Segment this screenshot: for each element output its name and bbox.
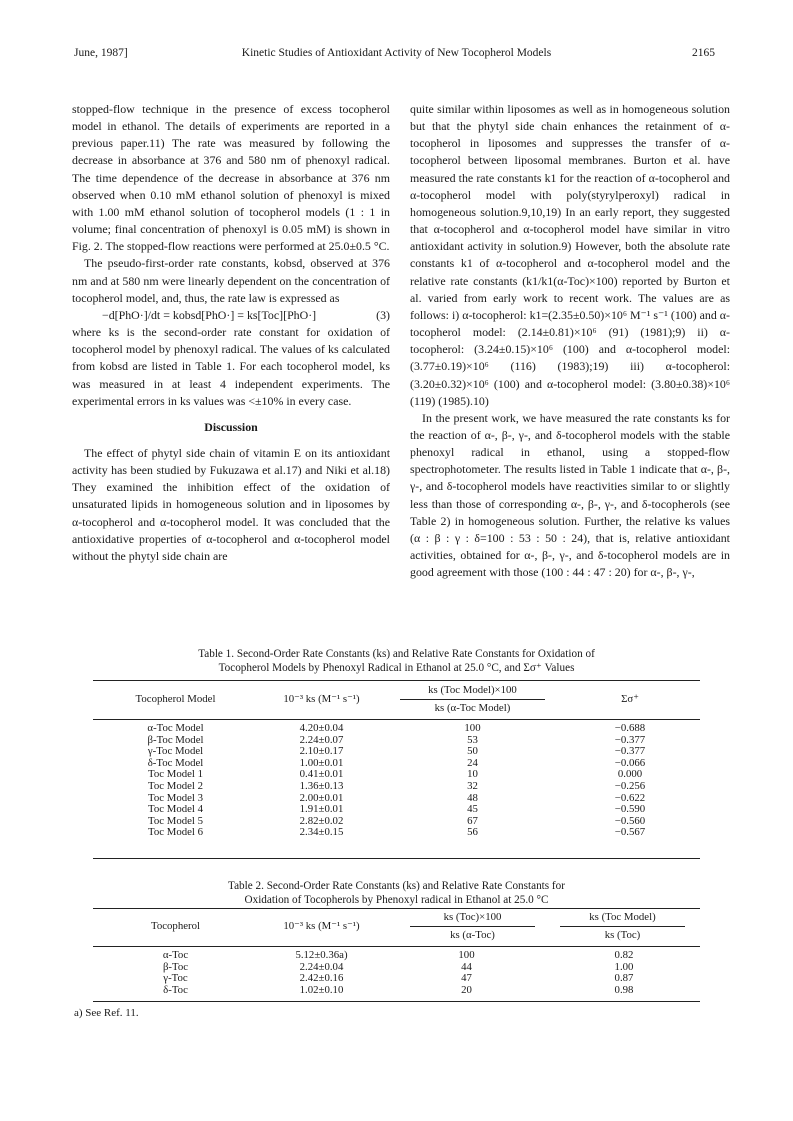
table2-row xyxy=(93,950,700,962)
table1-cell: −0.066 xyxy=(614,756,646,769)
table1-row xyxy=(93,781,700,793)
table2-header-rule xyxy=(93,946,700,947)
table2-top-rule xyxy=(93,908,700,909)
table2-cell: 20 xyxy=(461,983,472,996)
table2-fraction-bar-1 xyxy=(410,926,535,927)
table2-caption-line2: Oxidation of Tocopherols by Phenoxyl radical in Ethanol at 25.0 °C xyxy=(244,894,549,906)
table2-cell: 2.24±0.04 xyxy=(299,960,344,973)
table1-header-rel-bottom: ks (α-Toc Model) xyxy=(434,702,511,714)
table1-cell: Toc Model 4 xyxy=(147,803,204,816)
table1-cell: −0.560 xyxy=(614,814,646,827)
table1-cell: Toc Model 6 xyxy=(147,826,204,839)
table1-cell: 10 xyxy=(467,768,478,781)
table1-body xyxy=(93,723,700,839)
table1-cell: γ-Toc Model xyxy=(147,745,204,758)
table2-cell: 0.87 xyxy=(614,972,634,985)
table1-cell: Toc Model 5 xyxy=(147,814,204,827)
table2-caption-line1: Table 2. Second-Order Rate Constants (ks) and Relative Rate Constants for xyxy=(228,880,565,892)
table1-cell: 100 xyxy=(464,722,481,734)
table1-cell: 2.82±0.02 xyxy=(299,814,344,827)
table2-cell: 5.12±0.36a) xyxy=(295,949,348,961)
table1-cell: −0.622 xyxy=(614,791,646,804)
table2-caption xyxy=(0,879,793,907)
table2-fraction-bar-2 xyxy=(560,926,685,927)
table1-cell: 56 xyxy=(467,826,478,839)
table1-top-rule xyxy=(93,680,700,681)
table1-cell: 53 xyxy=(467,733,478,746)
table1-cell: −0.377 xyxy=(614,745,646,758)
table2-cell: 0.82 xyxy=(614,949,634,961)
table2-row xyxy=(93,985,700,997)
table2-header-ratio-top: ks (Toc Model) xyxy=(589,911,656,923)
table2-cell: 1.00 xyxy=(614,960,634,973)
table1-cell: −0.590 xyxy=(614,803,646,816)
table2-cell: 1.02±0.10 xyxy=(299,983,344,996)
header-date: June, 1987] xyxy=(74,47,128,59)
table1-fraction-bar xyxy=(400,699,545,700)
table1-cell: Toc Model 3 xyxy=(147,791,204,804)
table2-cell: γ-Toc xyxy=(163,972,188,985)
table1-cell: 24 xyxy=(467,756,478,769)
table1 xyxy=(93,723,700,839)
table2-footnote: a) See Ref. 11. xyxy=(74,1007,139,1019)
left-paragraph-4: The effect of phytyl side chain of vitamin E on its antioxidant activity has been studied by Fukuzawa et al.17) and Niki et al.18) They examined the inhibition effect of the oxidation of unsaturated lipids in homogeneous solution and in liposomes by α-tocopherol and α-tocopherol model. It was concluded that the antioxidative properties of α-tocopherol and α-tocopherol model without the phytyl side chain are xyxy=(72,445,390,563)
table1-row xyxy=(93,804,700,816)
table1-cell: 1.00±0.01 xyxy=(299,756,344,769)
table2-cell: 100 xyxy=(458,949,475,961)
table1-cell: −0.256 xyxy=(614,779,646,792)
table1-caption xyxy=(0,647,793,675)
table1-cell: 67 xyxy=(467,814,478,827)
page-number: 2165 xyxy=(692,47,715,59)
rate-equation xyxy=(72,307,390,324)
table1-cell: 32 xyxy=(467,779,478,792)
table2-header-tocopherol: Tocopherol xyxy=(150,920,200,932)
table1-cell: 2.24±0.07 xyxy=(299,733,344,746)
table1-cell: 2.34±0.15 xyxy=(299,826,344,839)
table1-cell: −0.688 xyxy=(614,722,646,734)
table1-cell: δ-Toc Model xyxy=(147,756,204,769)
table1-bottom-rule xyxy=(93,858,700,859)
table2-cell: 0.98 xyxy=(614,983,634,996)
table1-caption-line1: Table 1. Second-Order Rate Constants (ks) and Relative Rate Constants for Oxidation of xyxy=(198,648,595,660)
table1-cell: Toc Model 1 xyxy=(147,768,204,781)
right-paragraph-2: In the present work, we have measured the rate constants ks for the reaction of α-, β-, γ-, and δ-tocopherol models with the stable phenoxyl radical in ethanol, using a stopped-flow spectrophotometer. The results listed in Table 1 indicate that α-, β-, γ-, and δ-tocopherol models have reactivities similar to or slightly less than those of corresponding α-, β-, γ-, and δ-tocopherols (see Table 2) in homogeneous solution. Further, the relative ks values (α : β : γ : δ=100 : 53 : 50 : 24), that is, relative antioxidant activities, obtained for α-, β-, γ-, and δ-tocopherol models are in good agreement with those (100 : 44 : 47 : 20) for α-, β-, γ-, xyxy=(410,410,730,580)
left-paragraph-3: where ks is the second-order rate constant for oxidation of tocopherol model by phenoxyl radical. The values of ks calculated from kobsd are listed in Table 1. For each tocopherol model, ks was measured in at least 4 independent experiments. The experimental errors in ks values was <±10% in every case. xyxy=(72,325,390,408)
table2-cell: δ-Toc xyxy=(163,983,188,996)
table2-header-rel-bottom: ks (α-Toc) xyxy=(450,929,495,941)
table1-cell: 1.91±0.01 xyxy=(299,803,344,816)
table2-cell: 2.42±0.16 xyxy=(299,972,344,985)
table1-row xyxy=(93,723,700,735)
table1-cell: β-Toc Model xyxy=(147,733,204,746)
discussion-heading: Discussion xyxy=(204,419,258,434)
table2-bottom-rule xyxy=(93,1001,700,1002)
table1-cell: 48 xyxy=(467,791,478,804)
table2-cell: 44 xyxy=(461,960,472,973)
table1-cell: −0.377 xyxy=(614,733,646,746)
table1-header-rule xyxy=(93,719,700,720)
equation-text: −d[PhO·]/dt = kobsd[PhO·] = ks[Toc][PhO·] xyxy=(102,307,317,322)
table1-cell: 2.10±0.17 xyxy=(299,745,344,758)
table1-cell: 50 xyxy=(467,745,478,758)
table1-cell: Toc Model 2 xyxy=(147,779,204,792)
table1-cell: 4.20±0.04 xyxy=(299,722,344,734)
table2-header-ratio-bottom: ks (Toc) xyxy=(604,929,641,941)
table1-cell: 1.36±0.13 xyxy=(299,779,344,792)
table1-cell: α-Toc Model xyxy=(147,722,204,734)
equation-number: (3) xyxy=(376,307,390,322)
table2 xyxy=(93,950,700,996)
table1-header-sigma: Σσ⁺ xyxy=(621,693,639,705)
right-paragraph-1: quite similar within liposomes as well as in homogeneous solution but that the phytyl side chain enhances the retainment of α-tocopherol in liposomes and suppresses the transfer of α-tocopherol between liposomal membranes. Burton et al. have measured the rate constants k1 for the reaction of α-tocopherol and α-tocopherol model with poly(styrylperoxyl) radical in homogeneous solution.9,10,19) In an early report, they suggested that α-tocopherol and α-tocopherol model have similar in vitro antioxidant activity in solution.9) However, both the absolute rate constants k1 of α-tocopherol and α-tocopherol model and the relative rate constants (k1/k1(α-Toc)×100) reported by Burton et al. varied from early work to recent work. The values are as follows: i) α-tocopherol: k1=(2.35±0.50)×10⁶ M⁻¹ s⁻¹ (100) and α-tocopherol model: (2.14±0.81)×10⁶ (91) (1981);9) ii) α-tocopherol: (3.24±0.15)×10⁶ (100) and α-tocopherol model: (3.77±0.19)×10⁶ (116) (1983);19) iii) α-tocopherol: (3.20±0.32)×10⁶ (100) and α-tocopherol model: (3.80±0.38)×10⁶ (119) (1985).10) xyxy=(410,102,730,408)
left-column xyxy=(72,101,390,565)
table1-cell: 2.00±0.01 xyxy=(299,791,344,804)
table1-caption-line2: Tocopherol Models by Phenoxyl Radical in Ethanol at 25.0 °C, and Σσ⁺ Values xyxy=(218,662,575,674)
table1-header-model: Tocopherol Model xyxy=(135,693,216,705)
right-column xyxy=(410,101,730,581)
table1-cell: 0.41±0.01 xyxy=(299,768,344,781)
table1-cell: 45 xyxy=(467,803,478,816)
left-paragraph-2: The pseudo-first-order rate constants, kobsd, observed at 376 nm and at 580 nm were linearly dependent on the concentration of tocopherol model, and, thus, the rate law is expressed as xyxy=(72,256,390,305)
table2-header-ks: 10⁻³ ks (M⁻¹ s⁻¹) xyxy=(283,920,360,932)
table1-header-ks: 10⁻³ ks (M⁻¹ s⁻¹) xyxy=(283,693,360,705)
table1-header-rel-top: ks (Toc Model)×100 xyxy=(428,684,517,696)
header-title: Kinetic Studies of Antioxidant Activity of New Tocopherol Models xyxy=(241,47,552,59)
table2-body xyxy=(93,950,700,996)
table2-header-rel-top: ks (Toc)×100 xyxy=(443,911,502,923)
table2-cell: 47 xyxy=(461,972,472,985)
left-paragraph-1: stopped-flow technique in the presence of excess tocopherol model in ethanol. The details of experiments are reported in a previous paper.11) The rate was measured by following the decrease in absorbance at 376 and 580 nm of phenoxyl radical. The time dependence of the decrease in absorbance at 376 nm observed when 0.10 mM ethanol solution of phenoxyl is mixed with 1.00 mM ethanol solution of tocopherol models (1 : 1 in volume; final concentration of phenoxyl is 0.05 mM) is shown in Fig. 2. The stopped-flow reactions were performed at 25.0±0.5 °C. xyxy=(72,102,390,254)
table1-cell: 0.000 xyxy=(617,768,643,781)
table1-cell: −0.567 xyxy=(614,826,646,839)
table1-row xyxy=(93,827,700,839)
table2-cell: β-Toc xyxy=(162,960,189,973)
table2-cell: α-Toc xyxy=(162,949,189,961)
